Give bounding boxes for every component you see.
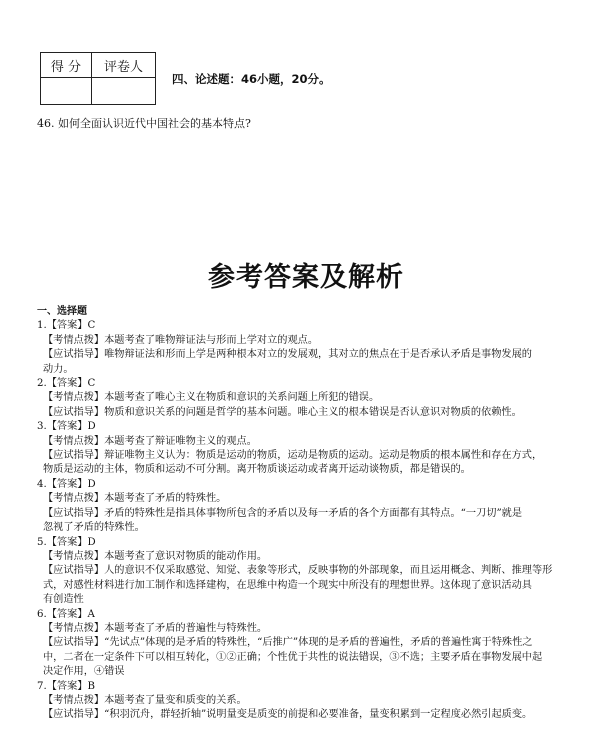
question-46: 46. 如何全面认识近代中国社会的基本特点? [37, 117, 251, 130]
answer-key: 1.【答案】C [37, 320, 96, 332]
answer-item-5 [37, 536, 583, 608]
answer-key: 7.【答案】B [37, 680, 95, 692]
answer-key: 3.【答案】D [37, 421, 96, 433]
answer-line: 【应试指导】辩证唯物主义认为：物质是运动的物质，运动是物质的运动。运动是物质的根本属性和存在方式， [43, 450, 543, 462]
answer-key: 4.【答案】D [37, 478, 96, 490]
answer-item-4 [37, 478, 583, 536]
answer-line: 【应试指导】矛盾的特殊性是指具体事物所包含的矛盾以及每一矛盾的各个方面都有其特点。“一刀切”就是 [43, 507, 523, 519]
answer-title: 参考答案及解析 [208, 262, 404, 293]
answer-line: 【考情点拨】本题考查了辩证唯物主义的观点。 [43, 435, 257, 447]
answer-key: 5.【答案】D [37, 536, 96, 548]
section-four-heading: 四、论述题：46小题，20分。 [172, 72, 331, 86]
score-table [40, 52, 156, 105]
answer-list [37, 305, 583, 723]
answer-item-6 [37, 608, 583, 680]
answer-line: 【应试指导】“积羽沉舟，群轻折轴”说明量变是质变的前提和必要准备，量变积累到一定程度必然引起质变。 [43, 709, 533, 721]
answer-line: 中，二者在一定条件下可以相互转化，①②正确；个性优于共性的说法错误，③不选；主要矛盾在事物发展中起 [43, 651, 543, 663]
answer-key: 6.【答案】A [37, 608, 95, 620]
answer-item-7 [37, 680, 583, 723]
answer-line: 【应试指导】人的意识不仅采取感觉、知觉、表象等形式，反映事物的外部现象，而且运用概念、判断、推理等形 [43, 565, 553, 577]
answer-line: 【考情点拨】本题考查了意识对物质的能动作用。 [43, 550, 268, 562]
answer-line: 动力。 [43, 363, 74, 375]
answer-item-2 [37, 377, 583, 420]
answer-line: 【应试指导】唯物辩证法和形而上学是两种根本对立的发展观，其对立的焦点在于是否承认矛盾是事物发展的 [43, 349, 532, 361]
grader-cell [92, 78, 156, 105]
answer-line: 物质是运动的主体，物质和运动不可分割。离开物质谈运动或者离开运动谈物质，都是错误的。 [43, 464, 471, 476]
answer-line: 【考情点拨】本题考查了量变和质变的关系。 [43, 694, 247, 706]
answer-line: 【考情点拨】本题考查了矛盾的普遍性与特殊性。 [43, 622, 268, 634]
answer-line: 【应试指导】物质和意识关系的问题是哲学的基本问题。唯心主义的根本错误是否认意识对物质的依赖性。 [43, 406, 522, 418]
answer-line: 【考情点拨】本题考查了唯物辩证法与形而上学对立的观点。 [43, 334, 319, 346]
score-label: 得 分 [41, 53, 92, 78]
answer-line: 有创造性 [43, 594, 84, 606]
answer-line: 式，对感性材料进行加工制作和选择建构，在思维中构造一个现实中所没有的理想世界。这体现了意识活动具 [43, 579, 532, 591]
answer-line: 【应试指导】“先试点”体现的是矛盾的特殊性，“后推广”体现的是矛盾的普遍性，矛盾的普遍性寓于特殊性之 [43, 637, 533, 649]
grader-label: 评卷人 [92, 53, 156, 78]
answer-item-3 [37, 420, 583, 478]
answer-line: 决定作用，④错误 [43, 666, 125, 678]
answer-line: 【考情点拨】本题考查了矛盾的特殊性。 [43, 493, 227, 505]
answer-line: 忽视了矛盾的特殊性。 [43, 522, 145, 534]
section-one-heading: 一、选择题 [37, 306, 87, 317]
answer-line: 【考情点拨】本题考查了唯心主义在物质和意识的关系问题上所犯的错误。 [43, 392, 380, 404]
answer-key: 2.【答案】C [37, 378, 96, 390]
score-cell [41, 78, 92, 105]
answer-item-1 [37, 319, 583, 377]
